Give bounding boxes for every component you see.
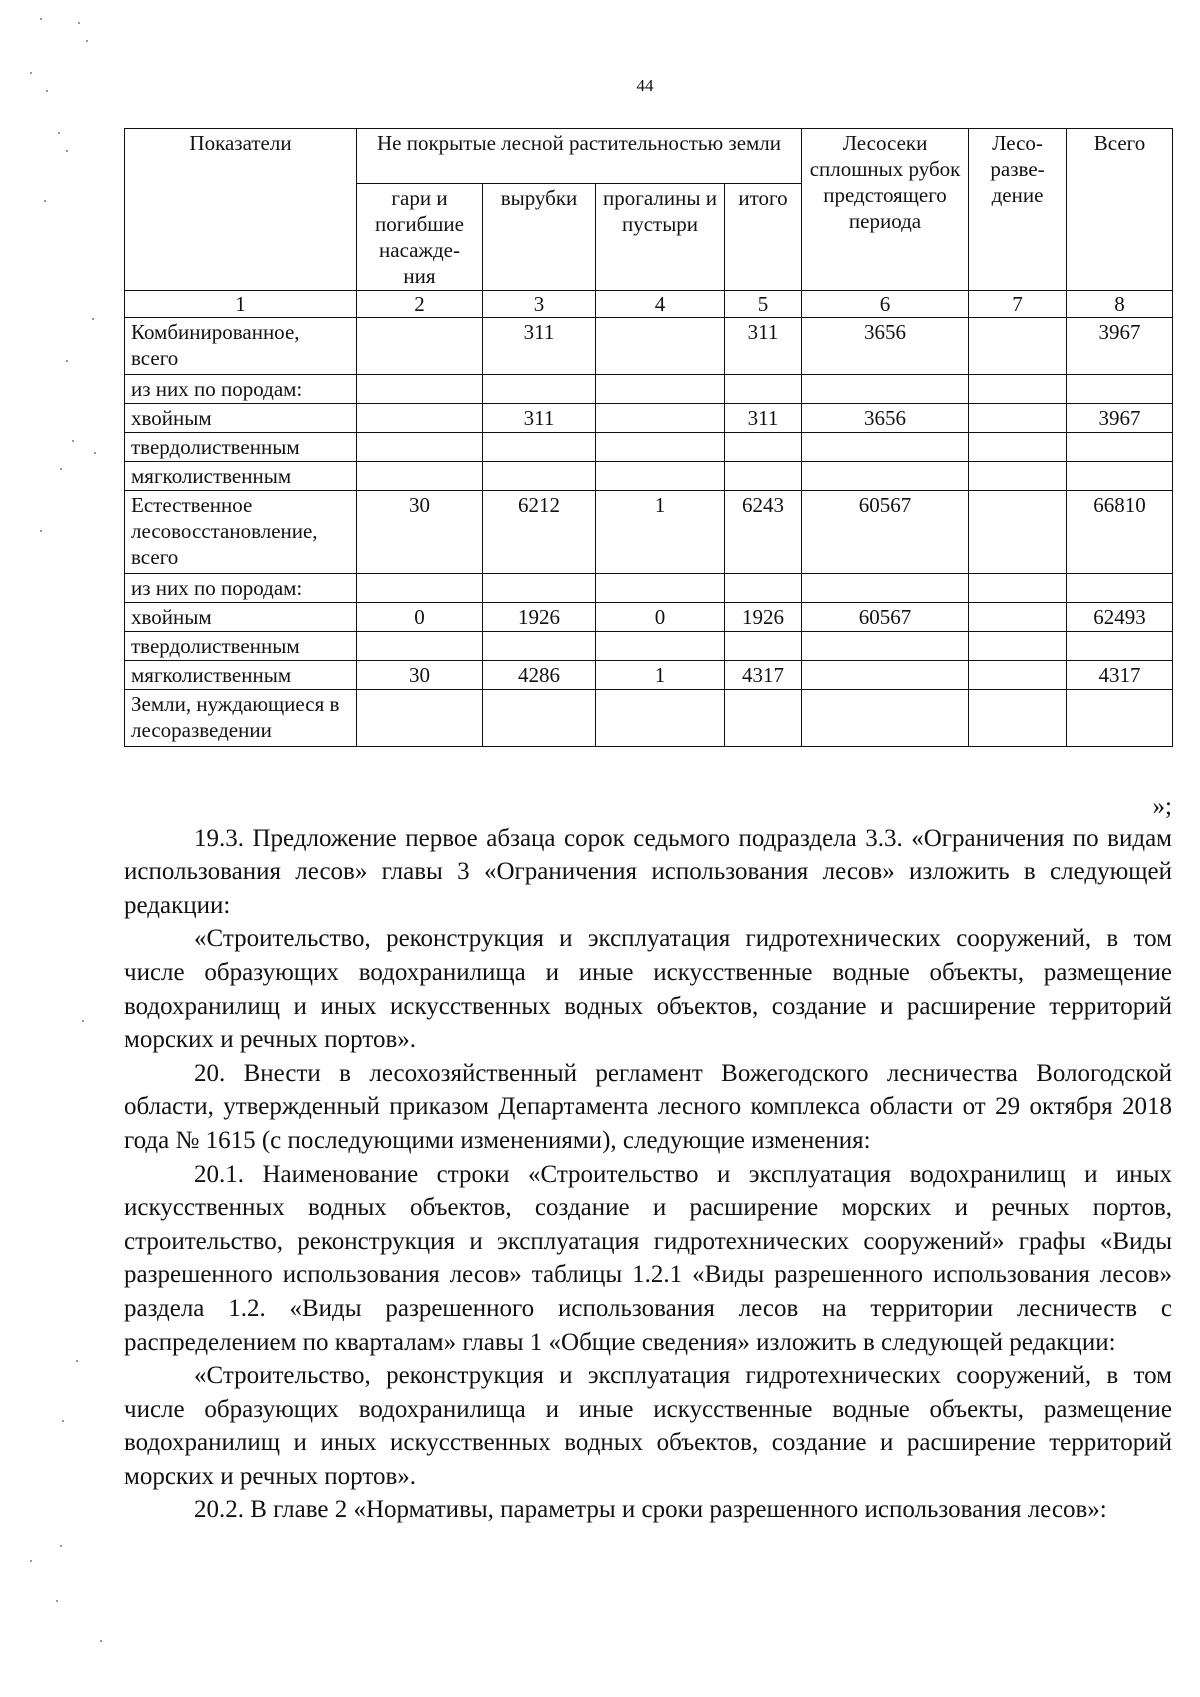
table-cell [802,690,969,747]
row-label: мягколиственным [125,661,357,690]
column-number: 4 [596,291,725,318]
table-cell [969,574,1067,603]
table-cell [969,690,1067,747]
table-cell: 4317 [725,661,802,690]
column-number: 2 [357,291,483,318]
table-cell: 311 [725,318,802,375]
table-cell [596,318,725,375]
table-cell [357,318,483,375]
paragraph-20-2: 20.2. В главе 2 «Нормативы, параметры и сроки разрешенного использования лесов»: [194,1496,1107,1524]
table-cell [596,375,725,404]
table-cell [483,632,596,661]
header-burned: гари и погибшие насажде-ния [357,184,483,291]
table-row [125,375,1173,404]
table-cell: 4286 [483,661,596,690]
table-cell [483,574,596,603]
paragraph-19-3: 19.3. Предложение первое абзаца сорок седьмого подраздела 3.3. «Ограничения по видам использования лесов» главы 3 «Ограничения использования лесов» изложить в следующей редакции: [124,824,1172,919]
row-label: из них по породам: [125,574,357,603]
table-cell: 30 [357,491,483,574]
paragraph-20-1-quote: «Строительство, реконструкция и эксплуатация гидротехнических сооружений, в том числе образующих водохранилища и иные искусственные водные объекты, размещение водохранилищ и иных искусственных водных объектов, создание и расширение территорий морских и речных портов». [124,1362,1172,1490]
table-cell [725,375,802,404]
header-afforestation: Лесо-разве-дение [969,129,1067,291]
table-cell [1067,574,1173,603]
header-total: Всего [1067,129,1173,291]
table-cell [802,632,969,661]
table-row [125,574,1173,603]
table-cell [802,574,969,603]
header-clearcut-areas: Лесосеки сплошных рубок предстоящего периода [802,129,969,291]
paragraph-19-3-quote: «Строительство, реконструкция и эксплуатация гидротехнических сооружений, в том числе образующих водохранилища и иные искусственные водные объекты, размещение водохранилищ и иных искусственных водных объектов, создание и расширение территорий морских и речных портов». [124,925,1172,1054]
page-number: 44 [636,76,654,95]
table-cell [483,462,596,491]
table-cell: 311 [725,404,802,433]
table-cell [802,661,969,690]
table-cell: 66810 [1067,491,1173,574]
table-cell: 6243 [725,491,802,574]
table-cell [596,462,725,491]
table-cell [725,690,802,747]
table-cell [596,433,725,462]
table-row [125,462,1173,491]
table-cell: 3656 [802,404,969,433]
table-cell [1067,632,1173,661]
table-cell: 0 [596,603,725,632]
table-cell [969,462,1067,491]
forest-indicators-table [124,128,1173,747]
table-row [125,491,1173,574]
row-label: мягколиственным [125,462,357,491]
table-cell [969,661,1067,690]
table-cell [596,632,725,661]
table-cell: 311 [483,318,596,375]
table-cell [357,404,483,433]
table-row [125,661,1173,690]
table-row [125,318,1173,375]
table-cell [802,375,969,404]
table-cell [725,574,802,603]
table-cell [1067,375,1173,404]
table-cell: 1 [596,491,725,574]
table-row [125,690,1173,747]
table-cell [969,632,1067,661]
table-cell [725,433,802,462]
row-label: хвойным [125,603,357,632]
row-label: твердолиственным [125,632,357,661]
table-cell [357,375,483,404]
paragraph-20: 20. Внести в лесохозяйственный регламент Вожегодского лесничества Вологодской области, утвержденный приказом Департамента лесного комплекса области от 29 октября 2018 года № 1615 (с последующими изменениями), следующие изменения: [124,1059,1172,1154]
header-indicators: Показатели [125,129,357,291]
table-cell: 62493 [1067,603,1173,632]
table-cell: 6212 [483,491,596,574]
table-cell: 1926 [725,603,802,632]
column-number: 8 [1067,291,1173,318]
table-cell [596,574,725,603]
table-cell: 3967 [1067,318,1173,375]
header-subtotal: итого [725,184,802,291]
column-number-row [125,291,1173,318]
document-body [124,790,1172,1527]
table-cell [969,375,1067,404]
paragraph-20-1: 20.1. Наименование строки «Строительство и эксплуатация водохранилищ и иных искусственных водных объектов, создание и расширение морских и речных портов, строительство, реконструкция и эксплуатация гидротехнических сооружений» графы «Виды разрешенного использования лесов» таблицы 1.2.1 «Виды разрешенного использования лесов» раздела 1.2. «Виды разрешенного использования лесов на территории лесничеств с распределением по кварталам» главы 1 «Общие сведения» изложить в следующей редакции: [124,1160,1172,1356]
table-cell [357,632,483,661]
table-cell [969,318,1067,375]
table-cell: 3967 [1067,404,1173,433]
column-number: 5 [725,291,802,318]
header-glades: прогалины и пустыри [596,184,725,291]
table-cell: 30 [357,661,483,690]
table-cell [725,462,802,491]
table-cell: 60567 [802,603,969,632]
header-cuttings: вырубки [483,184,596,291]
column-number: 7 [969,291,1067,318]
table-cell: 4317 [1067,661,1173,690]
table-cell [483,375,596,404]
row-label: Земли, нуждающиеся в лесоразведении [125,690,357,747]
table-cell [802,433,969,462]
table-cell: 1 [596,661,725,690]
table-cell: 1926 [483,603,596,632]
table-cell [357,690,483,747]
table-cell [357,433,483,462]
row-label: Естественное лесовосстановление, всего [125,491,357,574]
table-cell [725,632,802,661]
table-cell [596,404,725,433]
table-cell: 0 [357,603,483,632]
row-label: твердолиственным [125,433,357,462]
table-cell [969,404,1067,433]
table-cell [1067,462,1173,491]
table-cell [969,433,1067,462]
column-number: 1 [125,291,357,318]
column-number: 6 [802,291,969,318]
table-cell: 3656 [802,318,969,375]
table-cell [483,433,596,462]
column-number: 3 [483,291,596,318]
table-cell [357,462,483,491]
row-label: Комбинированное, всего [125,318,357,375]
table-cell: 311 [483,404,596,433]
table-row [125,404,1173,433]
row-label: из них по породам: [125,375,357,404]
table-cell [969,491,1067,574]
table-cell: 60567 [802,491,969,574]
row-label: хвойным [125,404,357,433]
header-non-forested-group: Не покрытые лесной растительностью земли [357,129,802,184]
table-body [125,318,1173,747]
table-row [125,433,1173,462]
table-cell [1067,690,1173,747]
table-row [125,632,1173,661]
quote-close-mark: »; [1152,793,1172,820]
table-cell [357,574,483,603]
table-row [125,603,1173,632]
table-cell [969,603,1067,632]
table-cell [1067,433,1173,462]
table-cell [596,690,725,747]
table-cell [802,462,969,491]
table-cell [483,690,596,747]
